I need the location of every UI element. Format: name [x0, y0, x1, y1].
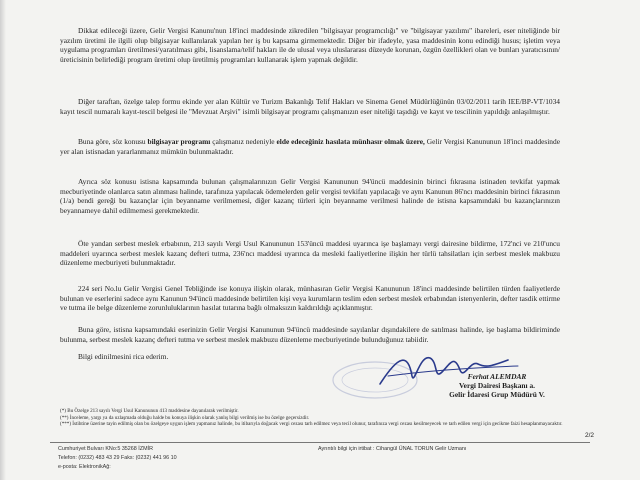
- footer-phone: Telefon: (0232) 483 43 29 Faks: (0232) 441 96 10: [58, 455, 177, 461]
- footer-address: Cumhuriyet Bulvarı KNo:5 35268 İZMİR: [58, 446, 153, 452]
- paragraph-3-text-b: çalışmanız nedeniyle: [210, 137, 277, 146]
- footer-contact: Ayrıntılı bilgi için irtibat : Cihangül ÜNAL TORUN Gelir Uzmanı: [318, 446, 467, 452]
- paragraph-5: Öte yandan serbest meslek erbabının, 213 sayılı Vergi Usul Kanununun 153'üncü maddesi uyarınca işe başlamayı vergi dairesine bildirme, 172'nci ve 210'uncu maddeleri uyarınca serbest meslek kazanç defteri tutma, 236'ncı maddesi uyarınca da mesleki faaliyetlerine ilişkin her türlü tahsilatları için serbest meslek makbuzu düzenleme mecburiyeti bulunmaktadır.: [60, 239, 560, 268]
- signatory-name: Ferhat ALEMDAR: [467, 372, 527, 381]
- signatory-unit: Gelir İdaresi Grup Müdürü V.: [449, 390, 545, 399]
- footer-divider: [50, 442, 590, 443]
- paragraph-3-bold-a: bilgisayar programı: [147, 137, 211, 146]
- closing-line: Bilgi edinilmesini rica ederim.: [78, 352, 169, 361]
- paragraph-6: 224 seri No.lu Gelir Vergisi Genel Tebliğinde ise konuya ilişkin olarak, münhasıran Gelir Vergisi Kanununun 18'inci maddesinde belirtilen türden faaliyetlerde bulunan ve eserlerini sadece aynı Kanunun 94'üncü maddesinde belirtilen kişi veya kurumların teslim eden serbest meslek erbabından istenyenlerin, defter tasdik ettirme ve tutma ile belge düzenleme zorunluluklarının hasılat tutarına bağlı olmaksızın kaldırıldığı açıklanmıştır.: [60, 284, 560, 313]
- paragraph-1: Dikkat edileceği üzere, Gelir Vergisi Kanunu'nun 18'inci maddesinde zikredilen "bilgisayar programcılığı" ve "bilgisayar yazılımı" ibareleri, eser niteliğinde bir yazılım üretimi ile ilgili olup bilgisayar kullanılarak yapılan her iş bu kapsama girmemektedir. Diğer bir ifadeyle, yasa maddesinin konu edindiği husus; işletim veya uygulama programları üretilmesi/yaratılması gibi, lisanslama/telif hakları ile de ulusal veya uluslararası düzeyde korunan, özgün özellikleri olan ve bunları yaratıcısının/üreticisinin belirlediği program üretimi olup üretilmiş programları kullanarak işlem yapmak değildir.: [60, 26, 560, 64]
- paragraph-3-bold-b: elde edeceğiniz hasılata münhasır olmak üzere,: [276, 137, 425, 146]
- paragraph-3-text-c: Gelir Vergisi Kanununun 18'inci maddesinde yer alan istisnadan yararlanmanız mümkün bulunmaktadır.: [60, 137, 560, 156]
- scan-edge-left: [0, 0, 6, 480]
- paragraph-3-text-a: Buna göre, söz konusu: [78, 137, 148, 146]
- paragraph-7: Buna göre, istisna kapsamındaki eserinizin Gelir Vergisi Kanununun 94'üncü maddesinde sayılanlar dışındakilere de satılması halinde, işe başlama bildiriminde bulunma, serbest meslek kazanç defteri tutma ve serbest meslek makbuzu düzenleme mecburiyetinde bulunduğunuz tabiidir.: [60, 325, 560, 344]
- footnote-2: (**) İnceleme, yargı ya da uzlaşmada olduğu halde bu konuya ilişkin olarak yanlış bilgi verilmiş ise bu özelge geçersizdir.: [60, 414, 310, 421]
- paragraph-3: [60, 137, 560, 156]
- paragraph-4: Ayrıca söz konusu istisna kapsamında bulunan çalışmalarınızın Gelir Vergisi Kanununun 94'üncü maddesinin birinci fıkrasına istinaden tevkifat yapmak mecburiyetinde olanlarca satın alınması halinde, tarafınıza yapılacak ödemelerden gelir vergisi tevkifatı yapılacağı ve aynı Kanunun 86'ncı maddesinin birinci fıkrasının (1/a) bendi gereği bu kazançlar için beyanname verilmemesi, diğer kazanç türleri için beyanname verilmesi halinde de istisna kapsamındaki bu kazançlarınızın beyannameye dahil edilmemesi gerekmektedir.: [60, 177, 560, 215]
- page-number: 2/2: [584, 432, 594, 439]
- signatory-title: Vergi Dairesi Başkanı a.: [459, 381, 535, 390]
- paragraph-2: Diğer taraftan, özelge talep formu ekinde yer alan Kültür ve Turizm Bakanlığı Telif Hakları ve Sinema Genel Müdürlüğünün 03/02/2011 tarih IEE/BP-VT/1034 kayıt tescil numaralı kayıt-tescil belgesi ile "Mevzuat Arşivi" isimli bilgisayar programı çalışmanızın eser niteliği taşıdığı ve kayıt ve tescilinin yapıldığı anlaşılmıştır.: [60, 97, 560, 116]
- footnote-3: (***) İstihtine üzerine tayin edilmiş olan bu özelgeye uygun işlem yapmanız halinde, bu itibarıyla doğacak vergi cezası tarh edilmez veya tecil olunur, tarafınıza vergi cezası kesilmeyecek ve tarh edilen vergi için gecikme faizi hesaplanmayacaktır.: [60, 421, 563, 427]
- footer-email: e-posta: ElektronikAğ:: [58, 464, 111, 470]
- footnote-1: (*) Bu Özelge 213 sayılı Vergi Usul Kanununun 413 maddesine dayanılarak verilmiştir.: [60, 408, 239, 414]
